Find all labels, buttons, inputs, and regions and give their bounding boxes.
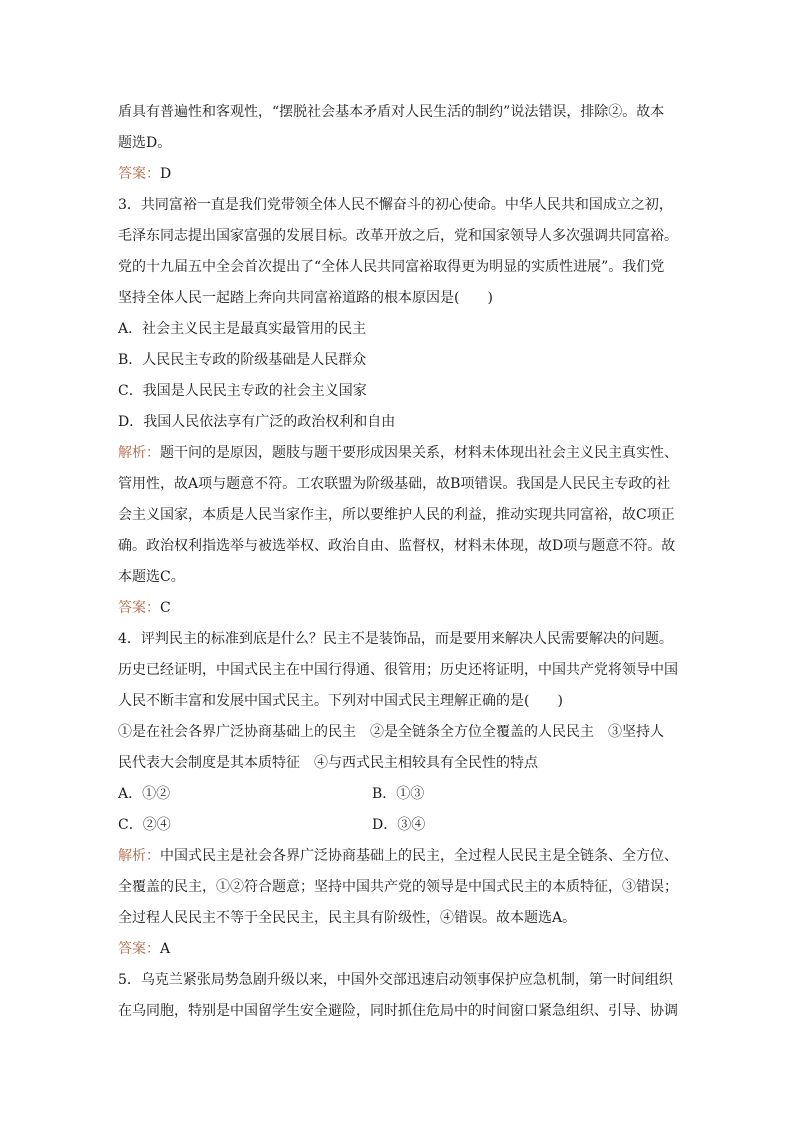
intro-line: 盾具有普遍性和客观性，“摆脱社会基本矛盾对人民生活的制约”说法错误，排除②。故本	[118, 104, 665, 120]
analysis-text: 中国式民主是社会各界广泛协商基础上的民主，全过程人民民主是全链条、全方位、	[160, 848, 678, 864]
option-c: C．我国是人民民主专政的社会主义国家	[118, 383, 367, 399]
statement-line: ①是在社会各界广泛协商基础上的民主 ②是全链条全方位全覆盖的人民民主 ③坚持人	[118, 724, 664, 740]
intro-line: 题选D。	[118, 135, 172, 151]
answer-label: 答案：	[118, 941, 160, 957]
answer-value: C	[160, 600, 171, 616]
question-stem-line: 人民不断丰富和发展中国式民主。下列对中国式民主理解正确的是( )	[118, 693, 563, 709]
option-d: D．③④	[372, 817, 426, 833]
analysis-line: 确。政治权利指选举与被选举权、政治自由、监督权，材料未体现，故D项与题意不符。故	[118, 538, 676, 554]
analysis-line: 全覆盖的民主，①②符合题意；坚持中国共产党的领导是中国式民主的本质特征，③错误；	[118, 879, 678, 895]
option-a: A．①②	[118, 786, 171, 802]
answer-value: A	[160, 941, 171, 957]
question-stem-line: 党的十九届五中全会首次提出了“全体人民共同富裕取得更为明显的实质性进展”。我们党	[118, 259, 665, 275]
option-b: B．人民民主专政的阶级基础是人民群众	[118, 352, 367, 368]
question-stem-line: 在乌同胞，特别是中国留学生安全避险，同时抓住危局中的时间窗口紧急组织、引导、协调	[118, 1003, 678, 1019]
analysis-line: 管用性，故A项与题意不符。工农联盟为阶级基础，故B项错误。我国是人民民主专政的社	[118, 476, 671, 492]
answer-line	[118, 593, 683, 624]
analysis-line	[118, 438, 683, 469]
analysis-label: 解析：	[118, 848, 160, 864]
question-stem-line: 历史已经证明，中国式民主在中国行得通、很管用；历史还将证明，中国共产党将领导中国	[118, 662, 678, 678]
analysis-line: 本题选C。	[118, 569, 185, 585]
answer-label: 答案：	[118, 166, 160, 182]
question-stem-line: 坚持全体人民一起踏上奔向共同富裕道路的根本原因是( )	[118, 290, 493, 306]
document-page	[118, 97, 683, 1027]
option-c: C．②④	[118, 817, 171, 833]
analysis-line	[118, 841, 683, 872]
analysis-line: 全过程人民民主不等于全民民主，民主具有阶级性，④错误。故本题选A。	[118, 910, 577, 926]
question-stem-line: 4．评判民主的标准到底是什么？民主不是装饰品，而是要用来解决人民需要解决的问题。	[118, 631, 673, 647]
analysis-text: 题干问的是原因，题肢与题干要形成因果关系，材料未体现出社会主义民主真实性、	[160, 445, 678, 461]
question-stem-line: 3．共同富裕一直是我们党带领全体人民不懈奋斗的初心使命。中华人民共和国成立之初，	[118, 197, 673, 213]
option-a: A．社会主义民主是最真实最管用的民主	[118, 321, 367, 337]
option-b: B．①③	[372, 786, 425, 802]
option-row	[118, 779, 683, 810]
statement-line: 民代表大会制度是其本质特征 ④与西式民主相较具有全民性的特点	[118, 755, 538, 771]
option-d: D．我国人民依法享有广泛的政治权利和自由	[118, 414, 396, 430]
question-stem-line: 5．乌克兰紧张局势急剧升级以来，中国外交部迅速启动领事保护应急机制，第一时间组织	[118, 972, 673, 988]
option-row	[118, 810, 683, 841]
answer-line	[118, 159, 683, 190]
analysis-line: 会主义国家，本质是人民当家作主，所以要维护人民的利益，推动实现共同富裕，故C项正	[118, 507, 675, 523]
analysis-label: 解析：	[118, 445, 160, 461]
answer-value: D	[160, 166, 172, 182]
question-stem-line: 毛泽东同志提出国家富强的发展目标。改革开放之后，党和国家领导人多次强调共同富裕。	[118, 228, 678, 244]
answer-label: 答案：	[118, 600, 160, 616]
answer-line	[118, 934, 683, 965]
